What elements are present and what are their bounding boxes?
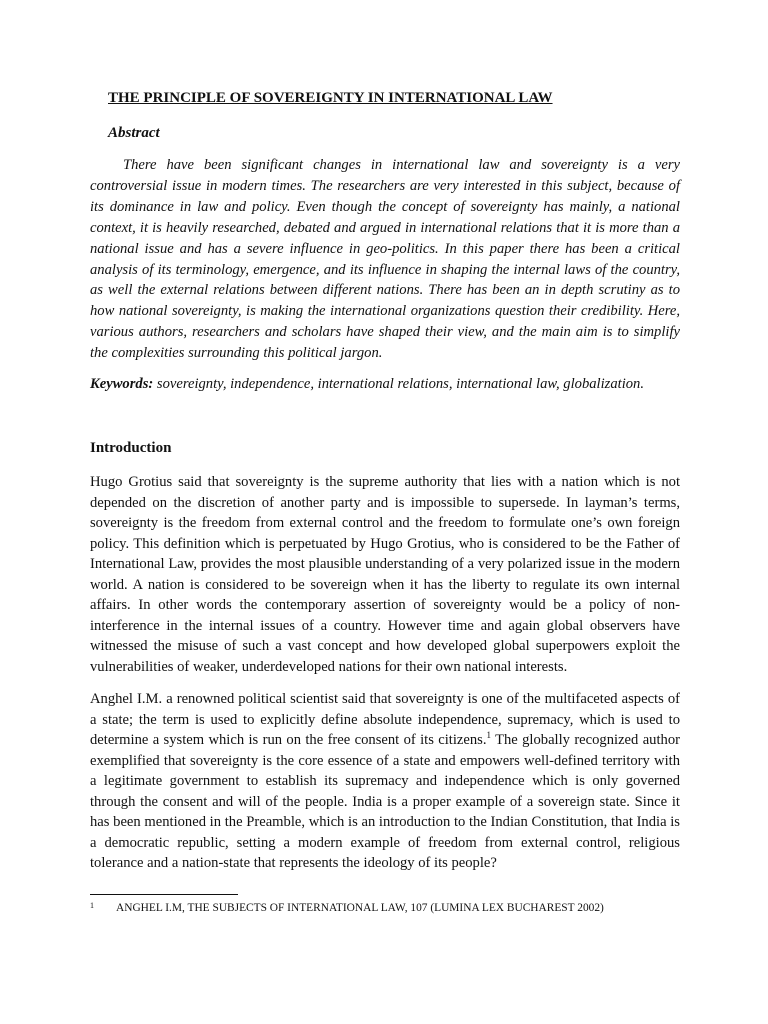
introduction-heading: Introduction	[90, 440, 172, 457]
keywords-line	[90, 374, 680, 394]
abstract-text: There have been significant changes in international law and sovereignty is a very controversial issue in modern times. The researchers are very interested in this subject, because of its dominance in law and policy. Even though the concept of sovereignty has mainly, a national context, it is heavily researched, debated and argued in international relations that it is more than a national issue and has a severe influence in geo-politics. In this paper there has been a critical analysis of its terminology, emergence, and its influence in shaping the internal laws of the country, as well the external relations between different nations. There has been an in depth scrutiny as to how national sovereignty, is making the international organizations question their credibility. Here, various authors, researchers and scholars have shaped their view, and the main aim is to simplify the complexities surrounding this political jargon.	[90, 157, 680, 362]
paragraph-2-text-a: Anghel I.M. a renowned political scientist said that sovereignty is one of the multifaceted aspects of a state; the term is used to explicitly define absolute independence, supremacy, which is used to determine a system which is run on the free consent of its citizens.	[90, 691, 680, 749]
footnote	[90, 900, 690, 916]
keywords-list: sovereignty, independence, international relations, international law, globalization.	[156, 376, 644, 393]
document-page	[90, 88, 680, 874]
body-paragraph-2	[90, 689, 680, 874]
paragraph-2-text-b: The globally recognized author exemplified that sovereignty is the core essence of a state and empowers well-defined territory with a legitimate government to establish its supremacy and independence which is only governed through the consent and will of the people. India is a proper example of a sovereign state. Since it has been mentioned in the Preamble, which is an introduction to the Indian Constitution, that India is a democratic republic, setting a modern example of freedom from external control, religious tolerance and a nation-state that represents the ideology of its people?	[90, 732, 680, 872]
footnote-text: ANGHEL I.M, THE SUBJECTS OF INTERNATIONAL LAW, 107 (LUMINA LEX BUCHAREST 2002)	[116, 902, 604, 914]
footnote-marker: 1	[90, 901, 94, 910]
footnote-divider	[90, 894, 238, 895]
abstract-heading: Abstract	[108, 125, 160, 141]
keywords-label: Keywords:	[90, 376, 154, 393]
body-paragraph-1: Hugo Grotius said that sovereignty is the supreme authority that lies with a nation which is not depended on the discretion of another party and is impossible to supersede. In layman’s terms, sovereignty is the freedom from external control and the freedom to formulate one’s own foreign policy. This definition which is perpetuated by Hugo Grotius, who is considered to be the Father of International Law, provides the most plausible understanding of a very polarized issue in the modern world. A nation is considered to be sovereign when it has the liberty to regulate its own internal affairs. In other words the contemporary assertion of sovereignty would be a policy of non-interference in the internal issues of a country. However time and again global observers have witnessed the misuse of such a vast concept and how developed global superpowers exploit the vulnerabilities of weaker, underdeveloped nations for their own national interests.	[90, 474, 680, 675]
page-title: THE PRINCIPLE OF SOVEREIGNTY IN INTERNATIONAL LAW	[108, 90, 553, 106]
footnote-reference[interactable]: 1	[486, 730, 491, 741]
